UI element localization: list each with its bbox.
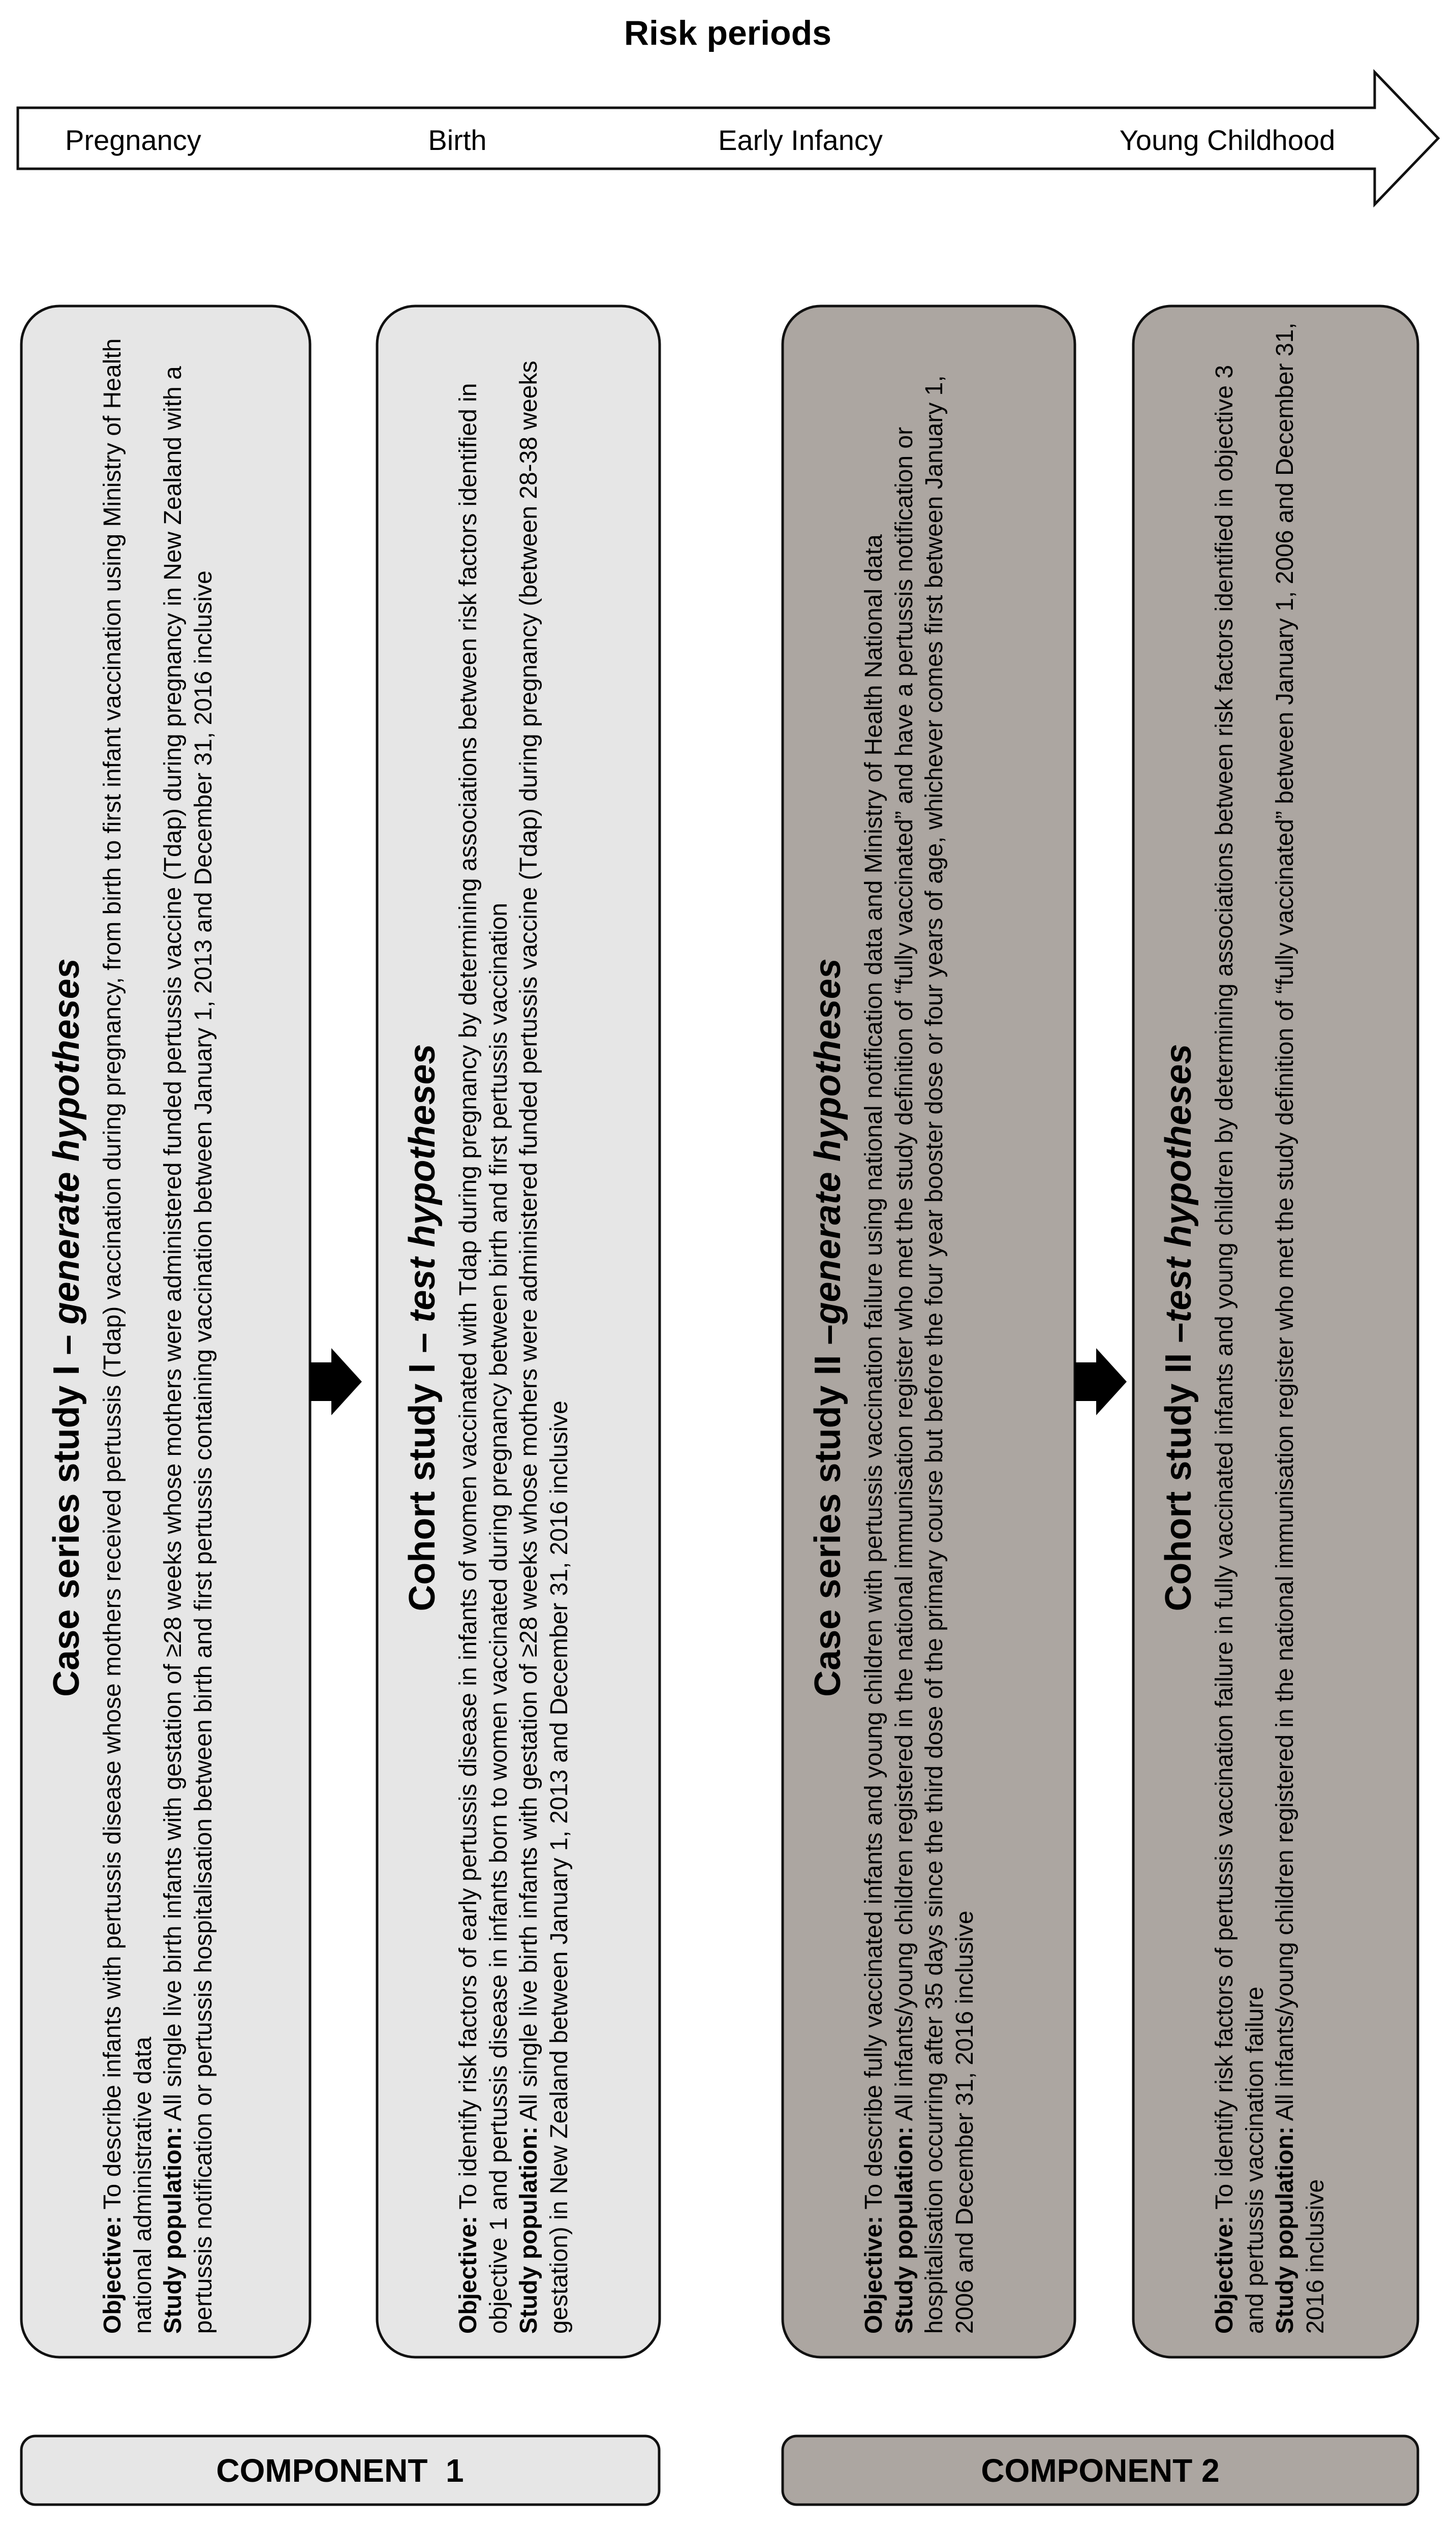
population-body: All single live birth infants with gestation of ≥28 weeks whose mothers were administered funded pertussis vaccine (Tdap) during pregnancy in New Zealand with a pertussis notification or pertussis hospitalisation between birth and first pertussis containing vaccination between January 1, 2013 and December 31, 2016 inclusive [160,366,217,2334]
population-label: Study population: [1272,2126,1299,2334]
population-body: All infants/young children registered in the national immunisation register who met the study definition of “fully vaccinated” and have a pertussis notification or hospitalisation occurring after 35 days since the third dose of the primary course but before the four year booster dose or four years of age, whichever comes first between January 1, 2006 and December 31, 2016 inclusive [890,375,978,2334]
objective-text [1210,321,1270,2334]
study-title-text: Case series study II – [808,1324,848,1697]
study-title [400,321,444,2334]
population-text [158,321,219,2334]
study-title-text: Cohort study II – [1158,1322,1199,1611]
stage-label: Young Childhood [1119,124,1336,156]
cohort-study-2-content [1133,306,1418,2357]
population-text [889,321,980,2334]
objective-label: Objective: [455,2215,482,2334]
study-title-italic: test hypotheses [1158,1044,1199,1323]
stage-label: Early Infancy [718,124,883,156]
component-2-label: COMPONENT 2 [981,2452,1220,2489]
study-title-text: Cohort study I – [402,1322,443,1611]
population-text [1270,321,1330,2334]
study-title-text: Case series study I – [46,1324,87,1697]
study-title-italic: test hypotheses [402,1044,443,1323]
cohort-study-1-content [377,306,660,2357]
study-title [1157,321,1200,2334]
population-body: All infants/young children registered in the national immunisation register who met the study definition of “fully vaccinated” between January 1, 2006 and December 31, 2016 inclusive [1272,322,1329,2334]
objective-text [453,321,514,2334]
population-label: Study population: [515,2126,543,2334]
objective-text [98,321,158,2334]
objective-body: To identify risk factors of early pertussis disease in infants of women vaccinated with Tdap during pregnancy by determining associations between risk factors identified in objective 1 and pertussis disease in infants born to women vaccinated during pregnancy between birth and first pertussis vaccination [455,383,512,2334]
study-title-italic: generate hypotheses [808,958,848,1325]
objective-text [859,321,889,2334]
population-body: All single live birth infants with gestation of ≥28 weeks whose mothers were administered funded pertussis vaccine (Tdap) during pregnancy (between 28-38 weeks gestation) in New Zealand between January 1, 2013 and December 31, 2016 inclusive [515,360,573,2334]
risk-periods-heading: Risk periods [624,14,832,52]
objective-label: Objective: [860,2215,888,2334]
case-series-study-2-content [783,306,1075,2357]
stage-label: Pregnancy [65,124,201,156]
objective-body: To identify risk factors of pertussis vaccination failure in fully vaccinated infants and young children by determining associations between risk factors identified in objective 3 and pertussis vaccination failure [1211,364,1268,2334]
population-text [514,321,574,2334]
study-title [806,321,850,2334]
case-series-study-1-content [21,306,310,2357]
stage-label: Birth [428,124,487,156]
study-title-italic: generate hypotheses [46,958,87,1325]
objective-label: Objective: [1211,2215,1238,2334]
objective-label: Objective: [99,2215,127,2334]
objective-body: To describe infants with pertussis disease whose mothers received pertussis (Tdap) vaccination during pregnancy, from birth to first infant vaccination using Ministry of Health national administrative data [99,338,157,2334]
objective-body: To describe fully vaccinated infants and young children with pertussis vaccination failure using national notification data and Ministry of Health National data [860,534,888,2216]
population-label: Study population: [160,2126,187,2334]
study-title [45,321,88,2334]
component-1-label: COMPONENT 1 [216,2452,464,2489]
population-label: Study population: [890,2126,918,2334]
